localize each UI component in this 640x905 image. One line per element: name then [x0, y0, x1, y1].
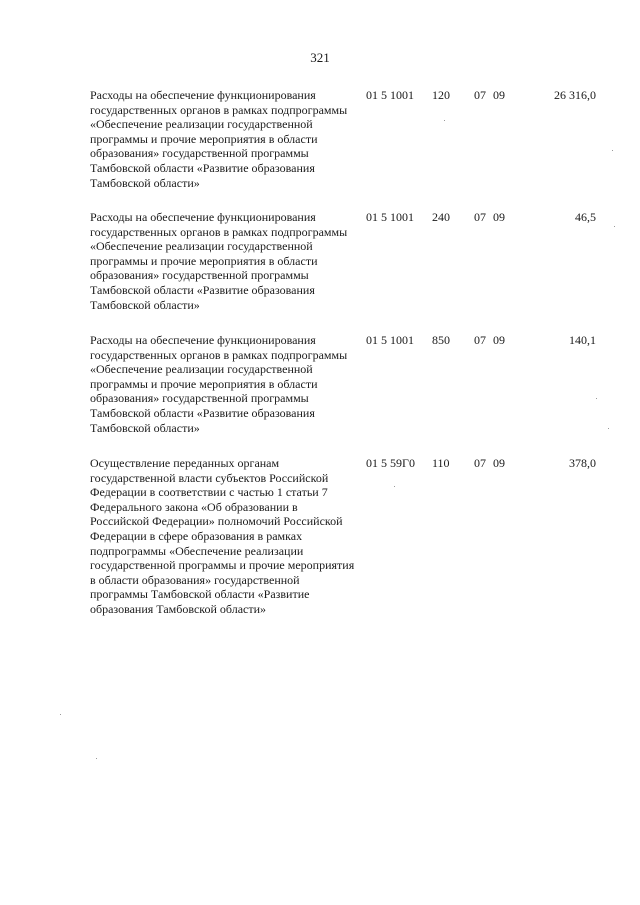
row-section: 07 09	[474, 210, 505, 224]
row-expense-type: 850	[432, 333, 450, 347]
row-amount: 26 316,0	[554, 88, 596, 102]
row-expense-type: 240	[432, 210, 450, 224]
row-description: Расходы на обеспечение функционирования государственных органов в рамках подпрограммы «Обеспечение реализации государственной программы и прочие мероприятия в области образования» государственной программы Тамбовской области «Развитие образования Тамбовской области»	[90, 88, 348, 190]
row-section: 07 09	[474, 333, 505, 347]
row-target-code: 01 5 59Г0	[366, 456, 415, 470]
page-number: 321	[310, 50, 330, 65]
scan-speck	[444, 120, 445, 121]
scan-speck	[394, 486, 395, 487]
row-section: 07 09	[474, 456, 505, 470]
scan-speck	[612, 150, 613, 151]
row-target-code: 01 5 1001	[366, 210, 414, 224]
row-amount: 46,5	[575, 210, 596, 224]
row-description: Осуществление переданных органам государственной власти субъектов Российской Федерации в соответствии с частью 1 статьи 7 Федерального закона «Об образовании в Российской Федерации» полномочий Российской Федерации в сфере образования в рамках подпрограммы «Обеспечение реализации государственной программы и прочие мероприятия в области образования» государственной программы Тамбовской области «Развитие образования Тамбовской области»	[90, 456, 355, 616]
scan-speck	[60, 714, 61, 715]
row-amount: 378,0	[569, 456, 596, 470]
scan-speck	[614, 226, 615, 227]
row-description: Расходы на обеспечение функционирования государственных органов в рамках подпрограммы «Обеспечение реализации государственной программы и прочие мероприятия в области образования» государственной программы Тамбовской области «Развитие образования Тамбовской области»	[90, 210, 348, 312]
scan-speck	[596, 398, 597, 399]
scan-speck	[96, 758, 97, 759]
row-amount: 140,1	[569, 333, 596, 347]
row-expense-type: 110	[432, 456, 450, 470]
row-description: Расходы на обеспечение функционирования государственных органов в рамках подпрограммы «Обеспечение реализации государственной программы и прочие мероприятия в области образования» государственной программы Тамбовской области «Развитие образования Тамбовской области»	[90, 333, 348, 435]
row-target-code: 01 5 1001	[366, 88, 414, 102]
row-section: 07 09	[474, 88, 505, 102]
scan-speck	[608, 428, 609, 429]
row-expense-type: 120	[432, 88, 450, 102]
row-target-code: 01 5 1001	[366, 333, 414, 347]
